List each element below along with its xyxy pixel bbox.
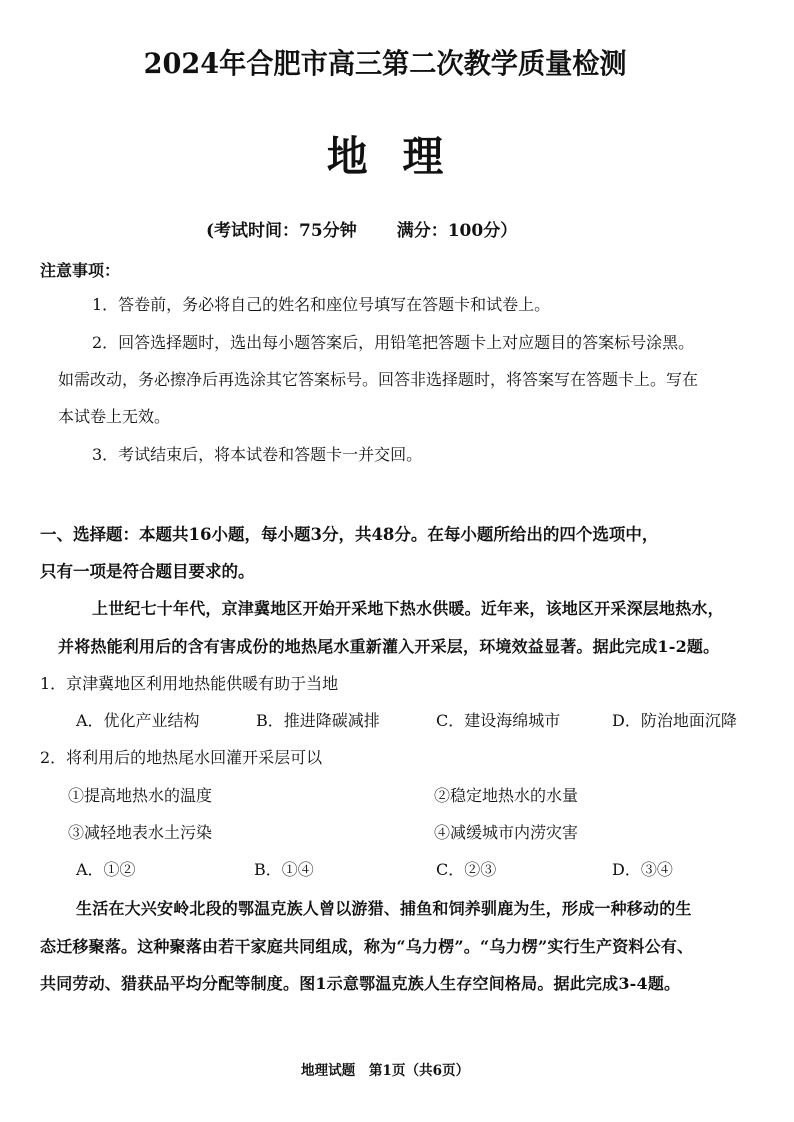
question-2-statement-4: ④减缓城市内涝灾害 [434,823,579,842]
context-2-line-3: 共同劳动、猎获品平均分配等制度。图1示意鄂温克族人生存空间格局。据此完成3-4题。 [40,974,681,993]
exam-title: 2024年合肥市高三第二次教学质量检测 [143,47,627,80]
question-2-statement-2: ②稳定地热水的水量 [434,786,579,805]
exam-info [206,216,517,241]
question-1-option-c: C．建设海绵城市 [436,711,561,730]
context-1-line-1: 上世纪七十年代，京津冀地区开始开采地下热水供暖。近年来，该地区开采深层地热水， [92,599,724,618]
exam-time: (考试时间：75分钟 [206,221,357,241]
question-2-statement-1: ①提高地热水的温度 [68,786,213,805]
context-2-line-1: 生活在大兴安岭北段的鄂温克族人曾以游猎、捕鱼和饲养驯鹿为生，形成一种移动的生 [76,899,692,918]
context-2-line-2: 态迁移聚落。这种聚落由若干家庭共同组成，称为“乌力楞”。“乌力楞”实行生产资料公有、 [40,937,694,956]
question-2-stem: 2．将利用后的地热尾水回灌开采层可以 [40,748,323,767]
question-2-option-d: D．③④ [612,860,673,879]
question-2-option-a: A．①② [76,860,136,879]
question-1-option-b: B．推进降碳减排 [256,711,380,730]
page-footer: 地理试题 第1页（共6页） [300,1063,470,1079]
notice-item-3: 3．考试结束后，将本试卷和答题卡一并交回。 [92,445,423,464]
question-2-statement-3: ③减轻地表水土污染 [68,823,213,842]
question-1-option-a: A．优化产业结构 [76,711,200,730]
question-1-option-d: D．防治地面沉降 [612,711,737,730]
subject-title: 地理 [326,132,479,181]
context-1-line-2: 并将热能利用后的含有害成份的地热尾水重新灌入开采层，环境效益显著。据此完成1-2题。 [58,637,720,656]
question-1-stem: 1．京津冀地区利用地热能供暖有助于当地 [40,674,339,693]
notice-heading: 注意事项： [40,261,121,280]
notice-item-2-line-1: 2．回答选择题时，选出每小题答案后，用铅笔把答题卡上对应题目的答案标号涂黑。 [92,333,695,352]
section-heading-line-1: 一、选择题：本题共16小题，每小题3分，共48分。在每小题所给出的四个选项中， [40,525,659,544]
section-heading-line-2: 只有一项是符合题目要求的。 [40,562,255,581]
notice-item-1: 1．答卷前，务必将自己的姓名和座位号填写在答题卡和试卷上。 [92,295,551,314]
full-score: 满分：100分） [396,221,518,241]
notice-item-2-line-2: 如需改动，务必擦净后再选涂其它答案标号。回答非选择题时，将答案写在答题卡上。写在 [58,370,699,389]
question-2-option-c: C．②③ [436,860,497,879]
notice-item-2-line-3: 本试卷上无效。 [58,407,171,426]
question-2-option-b: B．①④ [254,860,314,879]
